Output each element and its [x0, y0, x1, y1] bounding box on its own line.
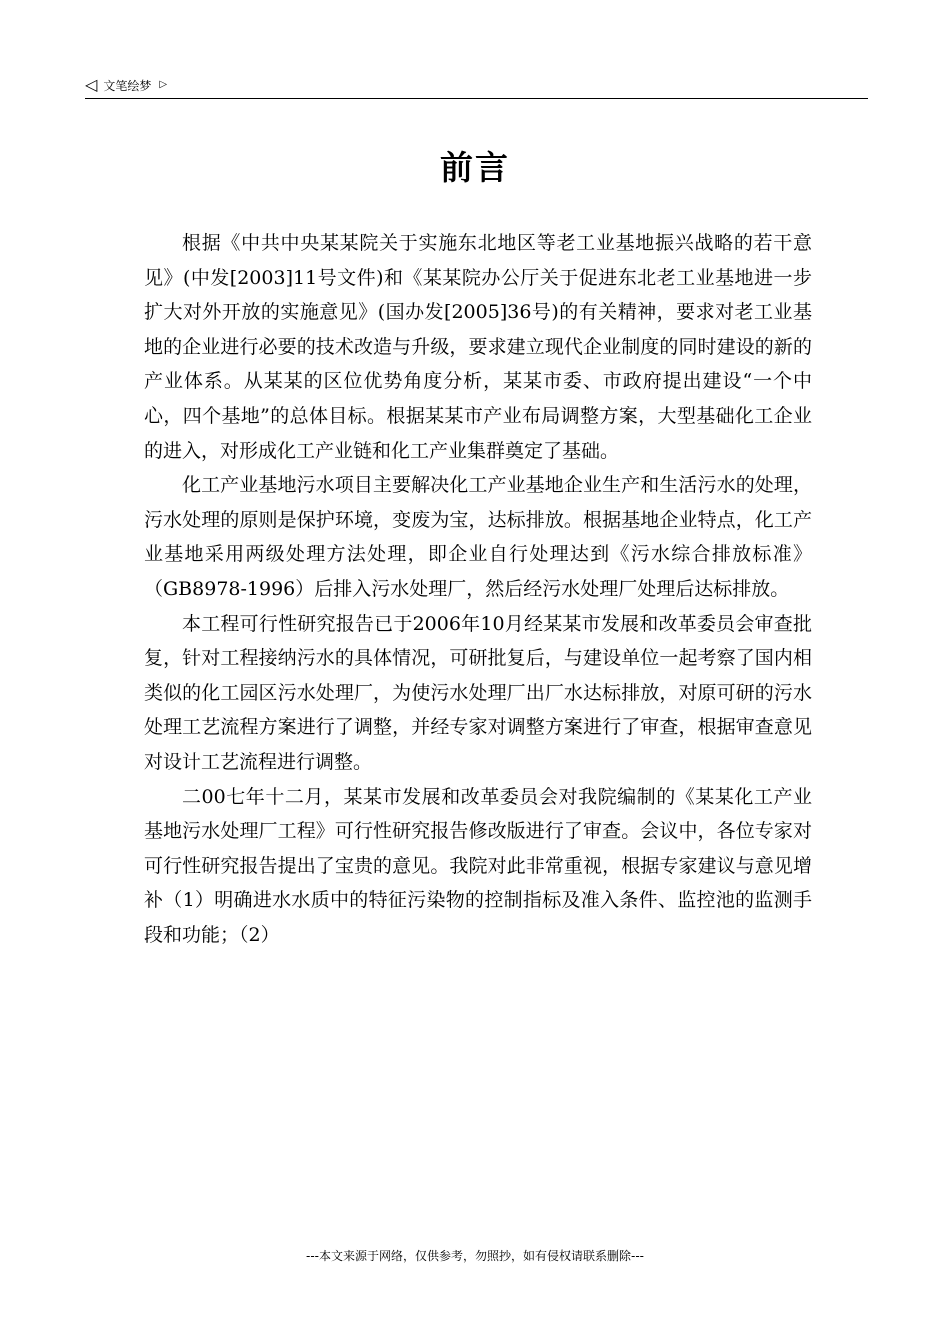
paragraph-1: 根据《中共中央某某院关于实施东北地区等老工业基地振兴战略的若干意见》(中发[2003]11号文件)和《某某院办公厅关于促进东北老工业基地进一步扩大对外开放的实施意见》(国办发[2005]36号)的有关精神，要求对老工业基地的企业进行必要的技术改造与升级，要求建立现代企业制度的同时建设的新的产业体系。从某某的区位优势角度分析，某某市委、市政府提出建设“一个中心，四个基地”的总体目标。根据某某市产业布局调整方案，大型基础化工企业的进入，对形成化工产业链和化工产业集群奠定了基础。: [144, 232, 812, 462]
document-body: [144, 226, 812, 952]
page-header: [85, 72, 868, 99]
paragraph-3: 本工程可行性研究报告已于2006年10月经某某市发展和改革委员会审查批复，针对工程接纳污水的具体情况，可研批复后，与建设单位一起考察了国内相类似的化工园区污水处理厂，为使污水处理厂出厂水达标排放，对原可研的污水处理工艺流程方案进行了调整，并经专家对调整方案进行了审查，根据审查意见对设计工艺流程进行调整。: [144, 612, 812, 773]
footer-disclaimer: ---本文来源于网络，仅供参考，勿照抄，如有侵权请联系删除---: [306, 1249, 644, 1263]
header-text: 文笔绘梦: [103, 78, 152, 93]
triangle-left-icon: ◁: [85, 75, 98, 94]
page-title: 前言: [440, 148, 510, 187]
paragraph-4: 二00七年十二月，某某市发展和改革委员会对我院编制的《某某化工产业基地污水处理厂工程》可行性研究报告修改版进行了审查。会议中，各位专家对可行性研究报告提出了宝贵的意见。我院对此非常重视，根据专家建议与意见增补（1）明确进水水质中的特征污染物的控制指标及准入条件、监控池的监测手段和功能；（2）: [144, 785, 812, 946]
paragraph-2: 化工产业基地污水项目主要解决化工产业基地企业生产和生活污水的处理，污水处理的原则是保护环境，变废为宝，达标排放。根据基地企业特点，化工产业基地采用两级处理方法处理，即企业自行处理达到《污水综合排放标准》（GB8978-1996）后排入污水处理厂，然后经污水处理厂处理后达标排放。: [144, 474, 812, 600]
triangle-right-icon: ▷: [159, 79, 168, 90]
